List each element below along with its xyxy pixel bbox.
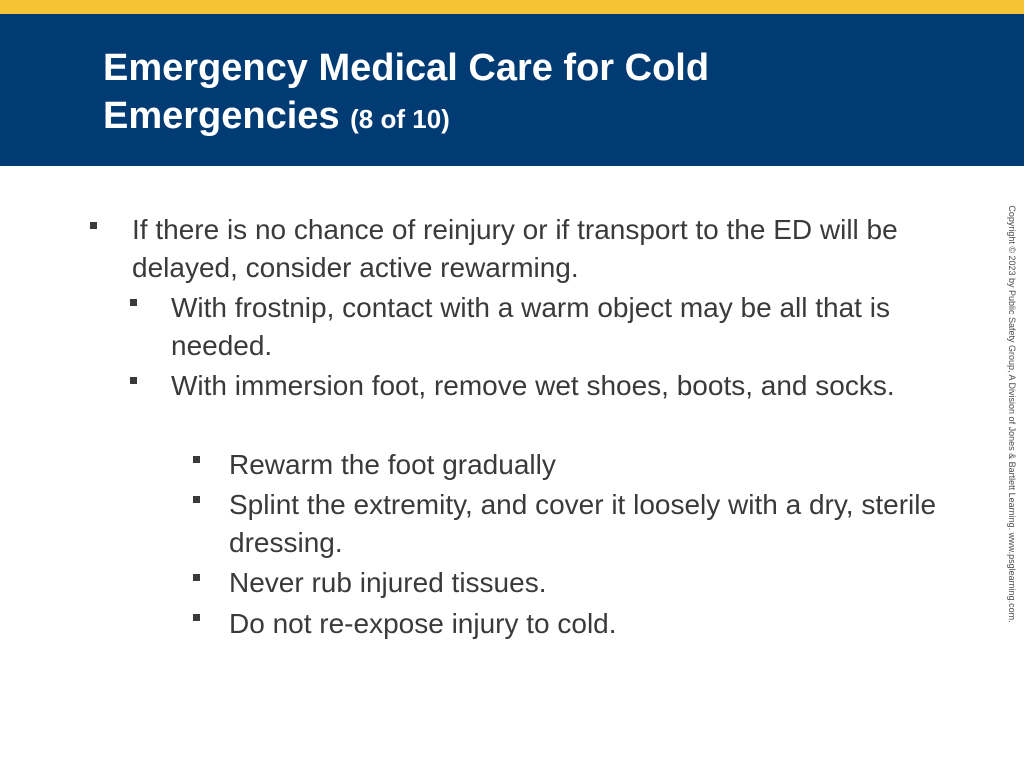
bullet-item: With immersion foot, remove wet shoes, boots, and socks. [171,370,895,401]
bullet-marker [193,496,200,503]
bullet-marker [130,299,137,306]
bullet-item: If there is no chance of reinjury or if transport to the ED will be delayed, consider active rewarming. [132,214,898,283]
copyright-notice: Copyright © 2023 by Public Safety Group, A Division of Jones & Bartlett Learning. www.psglearning.com. [1007,205,1017,623]
bullet-item: Rewarm the foot gradually [229,449,556,480]
bullet-marker [193,574,200,581]
bullet-item: With frostnip, contact with a warm object may be all that is needed. [171,292,890,361]
bullet-marker [130,377,137,384]
slide-title-counter: (8 of 10) [350,104,450,134]
bullet-item: Never rub injured tissues. [229,567,547,598]
bullet-item: Do not re-expose injury to cold. [229,608,617,639]
slide-title-main: Emergency Medical Care for Cold Emergencies [103,47,710,137]
bullet-marker [193,456,200,463]
bullet-marker [90,222,97,229]
bullet-marker [193,614,200,621]
bullet-item: Splint the extremity, and cover it loosely with a dry, sterile dressing. [229,489,937,558]
